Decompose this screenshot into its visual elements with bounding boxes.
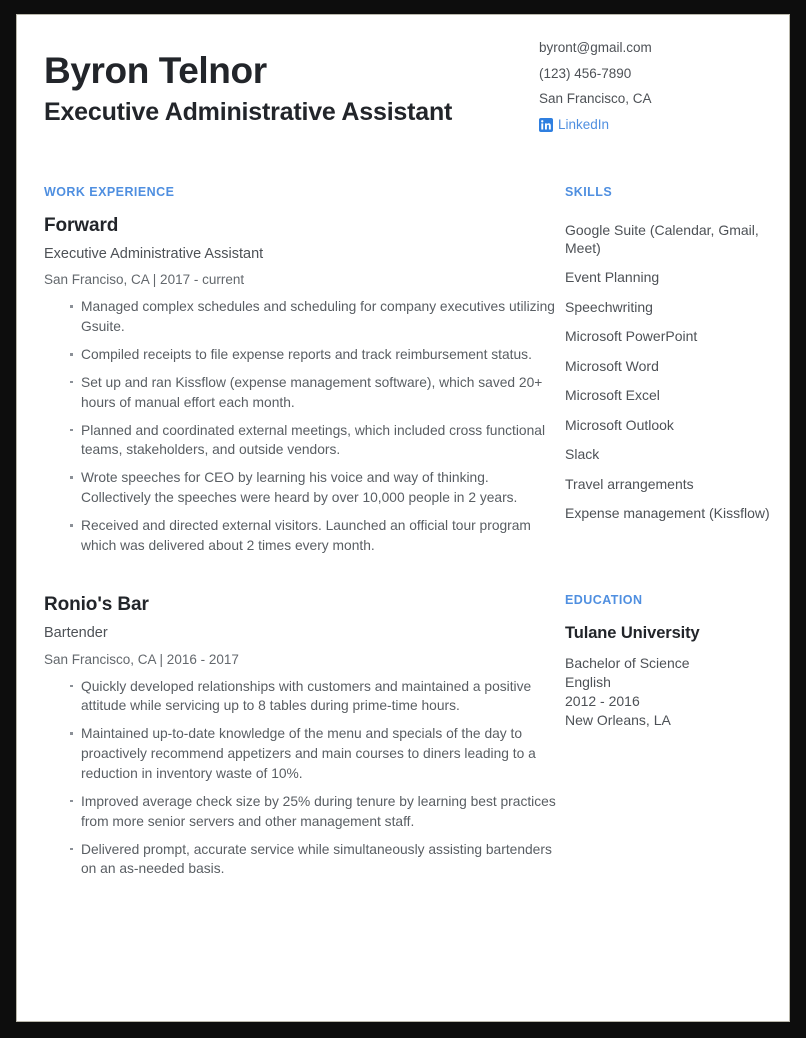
- skill-item: Microsoft Outlook: [565, 416, 674, 433]
- education-location: New Orleans, LA: [565, 712, 671, 729]
- education-degree: Bachelor of Science: [565, 654, 690, 671]
- education-years: 2012 - 2016: [565, 693, 640, 709]
- sidebar-spacer: [565, 523, 791, 593]
- experience-bullets: [44, 297, 556, 555]
- experience-bullet: Received and directed external visitors. Launched an official tour program which was delivered about 2 times every month.: [70, 516, 556, 556]
- skill-item: Event Planning: [565, 269, 660, 286]
- contact-block: [537, 37, 763, 132]
- experience-item: [44, 215, 556, 556]
- contact-phone[interactable]: (123) 456-7890: [539, 65, 632, 81]
- experience-bullet: Wrote speeches for CEO by learning his voice and way of thinking. Collectively the speeches were heard by over 10,000 people in 2 years.: [70, 468, 556, 508]
- resume-document: [17, 15, 789, 1021]
- contact-email[interactable]: byront@gmail.com: [539, 40, 652, 55]
- document-page: [16, 14, 790, 1022]
- sidebar-column: [556, 185, 791, 882]
- main-column: [44, 185, 556, 882]
- skill-item: Speechwriting: [565, 298, 653, 315]
- resume-body: [44, 184, 770, 882]
- experience-bullets: [44, 677, 556, 880]
- skill-item: Google Suite (Calendar, Gmail, Meet): [565, 221, 759, 256]
- experience-role: Executive Administrative Assistant: [44, 245, 264, 262]
- skills-list: [565, 221, 791, 523]
- skill-item: Expense management (Kissflow): [565, 505, 770, 522]
- experience-bullet: Managed complex schedules and scheduling for company executives utilizing Gsuite.: [70, 297, 556, 337]
- experience-company: Ronio's Bar: [44, 593, 149, 615]
- skill-item: Travel arrangements: [565, 475, 694, 492]
- experience-meta: San Francisco, CA | 2016 - 2017: [44, 651, 239, 667]
- education-school: Tulane University: [565, 623, 700, 642]
- section-heading-work-experience: WORK EXPERIENCE: [44, 184, 175, 199]
- candidate-job-title: Executive Administrative Assistant: [44, 98, 453, 127]
- education-field: English: [565, 673, 611, 690]
- skill-item: Microsoft Word: [565, 357, 659, 374]
- education-item: [565, 624, 791, 731]
- experience-meta: San Franciso, CA | 2017 - current: [44, 272, 245, 288]
- linkedin-label: LinkedIn: [558, 116, 610, 132]
- candidate-name: Byron Telnor: [44, 50, 267, 91]
- contact-linkedin-link[interactable]: [539, 118, 763, 132]
- contact-location: San Francisco, CA: [539, 91, 652, 106]
- experience-bullet: Quickly developed relationships with customers and maintained a positive attitude while servicing up to 8 tables during prime-time hours.: [70, 677, 556, 717]
- section-heading-education: EDUCATION: [565, 592, 643, 607]
- experience-bullet: Delivered prompt, accurate service while simultaneously assisting bartenders on an as-needed basis.: [70, 840, 556, 880]
- linkedin-icon: [539, 118, 553, 132]
- experience-bullet: Compiled receipts to file expense reports and track reimbursement status.: [70, 345, 556, 365]
- skill-item: Microsoft PowerPoint: [565, 328, 698, 345]
- experience-bullet: Improved average check size by 25% during tenure by learning best practices from more senior servers and other management staff.: [70, 792, 556, 832]
- experience-company: Forward: [44, 214, 119, 236]
- experience-bullet: Maintained up-to-date knowledge of the menu and specials of the day to proactively recommend appetizers and main courses to diners leading to a reduction in inventory waste of 10%.: [70, 724, 556, 784]
- section-heading-skills: SKILLS: [565, 184, 613, 199]
- skill-item: Microsoft Excel: [565, 387, 660, 404]
- experience-bullet: Planned and coordinated external meetings, which included cross functional teams, stakeholders, and outside vendors.: [70, 421, 556, 461]
- experience-role: Bartender: [44, 624, 108, 641]
- skill-item: Slack: [565, 446, 600, 463]
- resume-header: [44, 37, 763, 132]
- experience-item: [44, 594, 556, 880]
- experience-bullet: Set up and ran Kissflow (expense management software), which saved 20+ hours of manual effort each month.: [70, 373, 556, 413]
- header-identity: [44, 37, 452, 127]
